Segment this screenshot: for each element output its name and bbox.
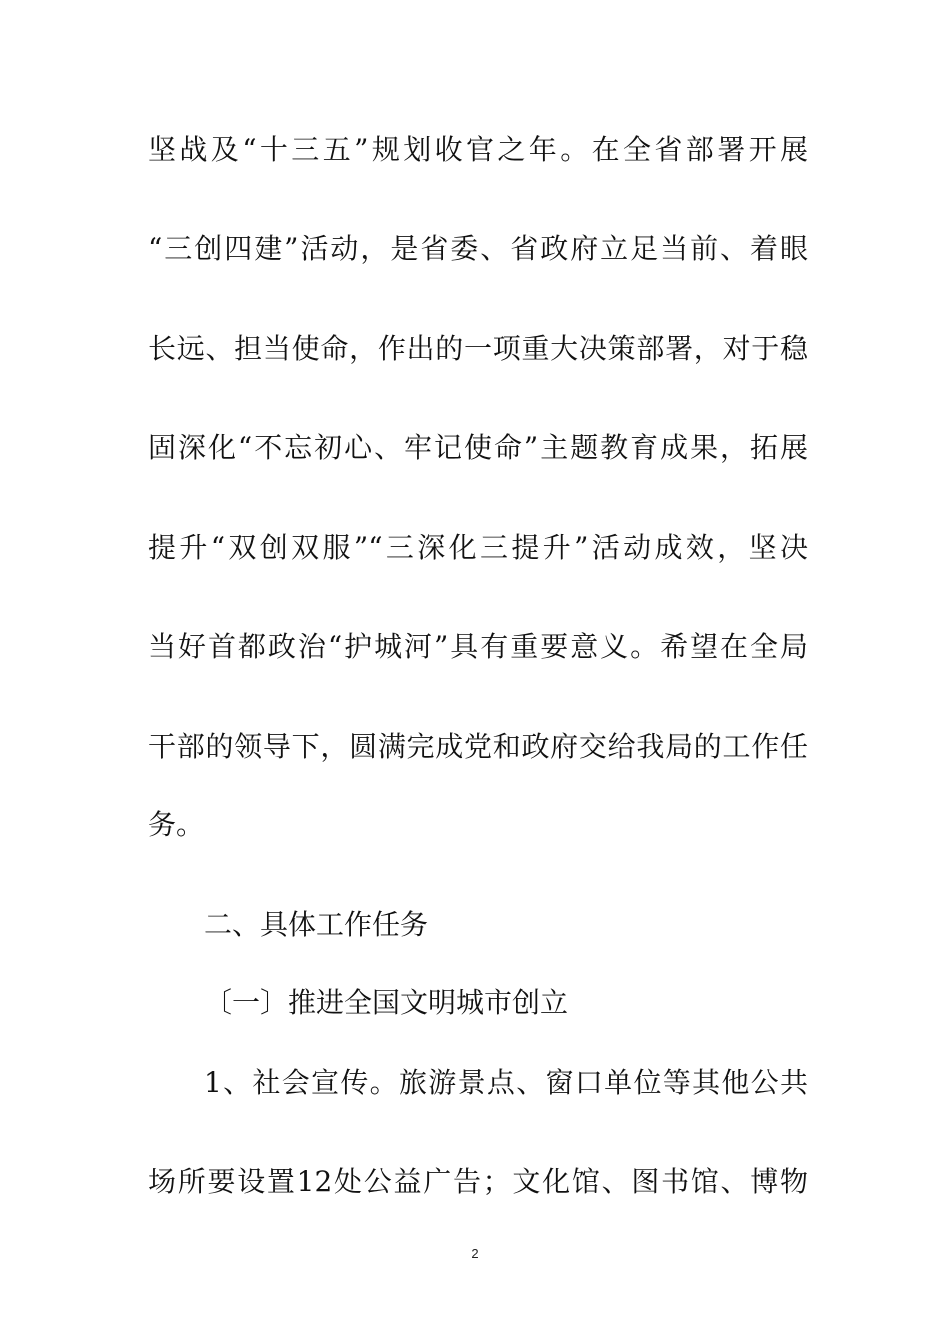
paragraph-line-6: 当好首都政治“护城河”具有重要意义。希望在全局 xyxy=(148,630,808,663)
page-number: 2 xyxy=(471,1246,479,1261)
section-heading: 二、具体工作任务 xyxy=(204,908,429,941)
paragraph-line-7: 干部的领导下，圆满完成党和政府交给我局的工作任 xyxy=(148,730,808,763)
item-paragraph-line-1: 1、社会宣传。旅游景点、窗口单位等其他公共 xyxy=(204,1066,808,1099)
item-paragraph-line-2: 场所要设置12处公益广告；文化馆、图书馆、博物 xyxy=(148,1165,808,1198)
subsection-heading: 〔一〕推进全国文明城市创立 xyxy=(204,986,569,1019)
paragraph-line-4: 固深化“不忘初心、牢记使命”主题教育成果，拓展 xyxy=(148,431,808,464)
paragraph-line-1: 坚战及“十三五”规划收官之年。在全省部署开展 xyxy=(148,133,808,166)
paragraph-line-8: 务。 xyxy=(148,808,205,841)
paragraph-line-5: 提升“双创双服”“三深化三提升”活动成效，坚决 xyxy=(148,531,808,564)
paragraph-line-3: 长远、担当使命，作出的一项重大决策部署，对于稳 xyxy=(148,332,808,365)
paragraph-line-2: “三创四建”活动，是省委、省政府立足当前、着眼 xyxy=(148,232,808,265)
